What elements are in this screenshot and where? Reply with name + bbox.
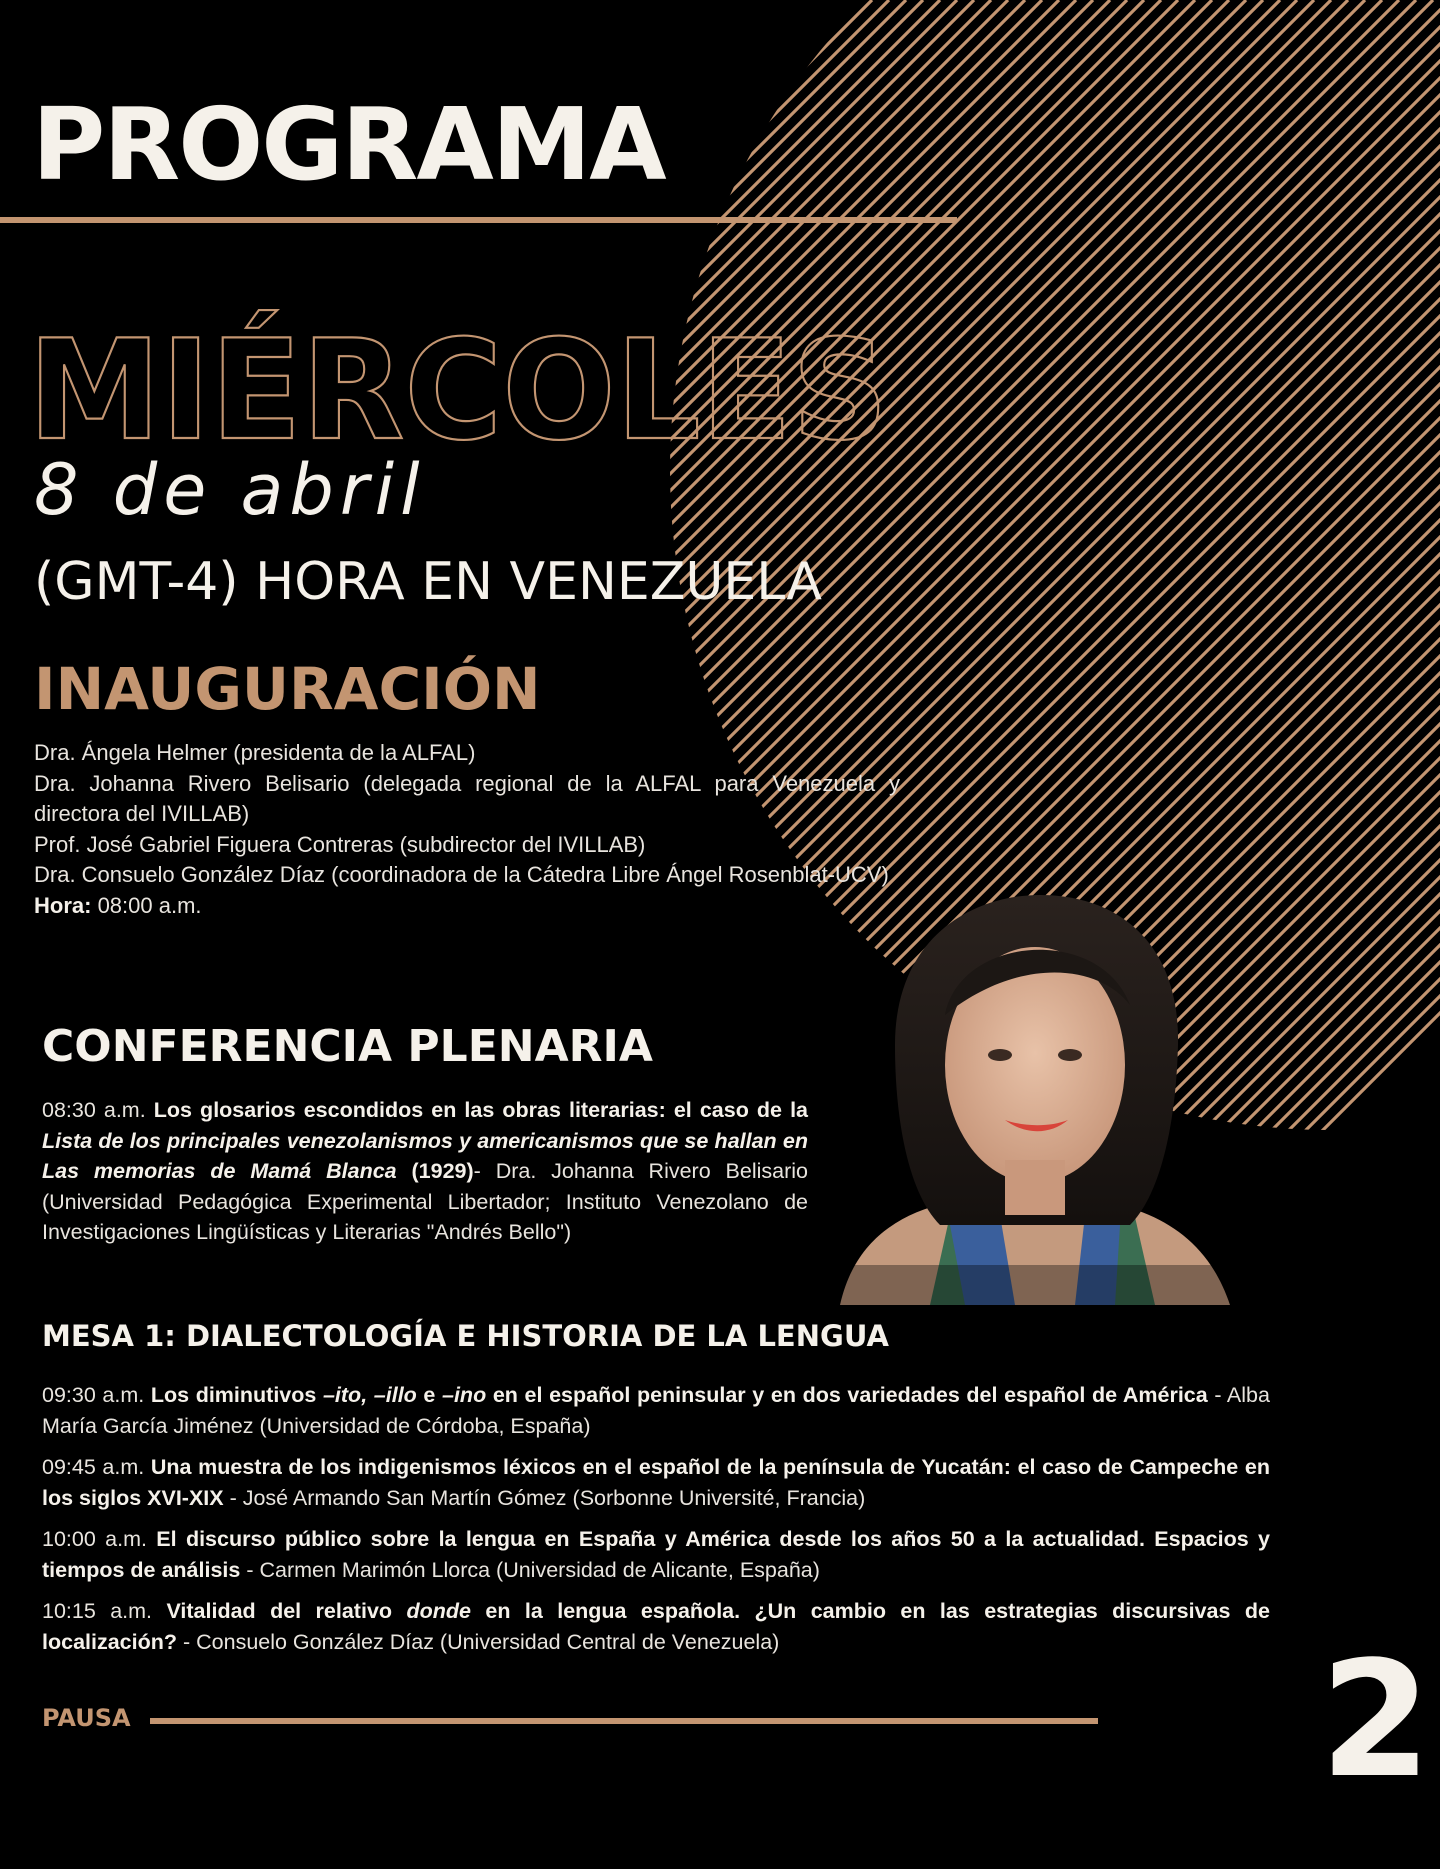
list-item: Dra. Ángela Helmer (presidenta de la ALFAL) <box>34 740 476 765</box>
pause-label: PAUSA <box>42 1704 131 1732</box>
list-item <box>42 1524 1270 1585</box>
talk-title: Vitalidad del relativo <box>166 1599 407 1623</box>
talk-time: 09:45 a.m. <box>42 1455 151 1479</box>
mesa-talk-list <box>42 1380 1270 1668</box>
inauguration-time <box>34 891 900 922</box>
plenary-title-italic: Lista de los principales venezolanismos y americanismos que se hallan en Las memorias de Mamá Blanca <box>42 1128 808 1183</box>
day-name: MIÉRCOLES <box>28 310 888 450</box>
event-date: 8 de abril <box>34 449 426 531</box>
talk-title: en la lengua española. ¿Un cambio en las estrategias discursivas de localización? <box>42 1599 1270 1654</box>
talk-title: Los diminutivos <box>150 1383 323 1407</box>
talk-speaker: - José Armando San Martín Gómez (Sorbonne Université, Francia) <box>223 1485 866 1510</box>
plenary-speaker: - Dra. Johanna Rivero Belisario (Universidad Pedagógica Experimental Libertador; Instituto Venezolano de Investigaciones Lingüísticas y Literarias "Andrés Bello") <box>42 1159 808 1244</box>
inauguration-heading: INAUGURACIÓN <box>34 655 541 723</box>
time-value: 08:00 a.m. <box>91 892 202 918</box>
talk-speaker: - Alba María García Jiménez (Universidad de Córdoba, España) <box>42 1383 1270 1438</box>
day-outline-heading <box>28 300 908 450</box>
timezone-label: (GMT-4) HORA EN VENEZUELA <box>34 552 822 612</box>
talk-title-italic: donde <box>406 1599 471 1623</box>
list-item <box>42 1380 1270 1441</box>
list-item <box>42 1596 1270 1657</box>
talk-title: e <box>416 1383 442 1407</box>
plenary-time: 08:30 a.m. <box>42 1098 154 1122</box>
talk-title: El discurso público sobre la lengua en España y América desde los años 50 a la actualidad. Espacios y tiempos de análisis <box>42 1527 1270 1582</box>
talk-title: Una muestra de los indigenismos léxicos en el español de la península de Yucatán: el caso de Campeche en los siglos XVI-XIX <box>42 1455 1270 1510</box>
title-divider <box>0 217 957 223</box>
talk-time: 09:30 a.m. <box>42 1383 151 1407</box>
page-number: 2 <box>1320 1626 1432 1813</box>
list-item: Dra. Johanna Rivero Belisario (delegada regional de la ALFAL para Venezuela y directora del IVILLAB) <box>34 770 900 826</box>
talk-speaker: - Consuelo González Díaz (Universidad Central de Venezuela) <box>177 1629 780 1654</box>
talk-title-italic: –ino <box>442 1383 487 1407</box>
plenary-heading: CONFERENCIA PLENARIA <box>42 1021 653 1072</box>
plenary-description <box>42 1095 808 1248</box>
talk-time: 10:15 a.m. <box>42 1599 167 1623</box>
talk-title-italic: –ito, –illo <box>322 1383 417 1407</box>
talk-speaker: - Carmen Marimón Llorca (Universidad de Alicante, España) <box>240 1557 820 1582</box>
page-title: PROGRAMA <box>32 86 665 203</box>
plenary-title-c: (1929) <box>396 1159 474 1183</box>
mesa-heading: MESA 1: DIALECTOLOGÍA E HISTORIA DE LA LENGUA <box>42 1319 889 1353</box>
list-item <box>42 1452 1270 1513</box>
talk-title: en el español peninsular y en dos variedades del español de América <box>486 1383 1208 1407</box>
speaker-photo <box>800 895 1270 1305</box>
list-item: Dra. Consuelo González Díaz (coordinadora de la Cátedra Libre Ángel Rosenblat-UCV) <box>34 862 889 887</box>
plenary-title-a: Los glosarios escondidos en las obras literarias: el caso de la <box>153 1098 808 1122</box>
inauguration-list <box>34 738 900 921</box>
list-item: Prof. José Gabriel Figuera Contreras (subdirector del IVILLAB) <box>34 831 646 857</box>
talk-time: 10:00 a.m. <box>42 1527 157 1551</box>
pause-divider <box>150 1718 1098 1724</box>
time-label: Hora: <box>34 892 92 918</box>
